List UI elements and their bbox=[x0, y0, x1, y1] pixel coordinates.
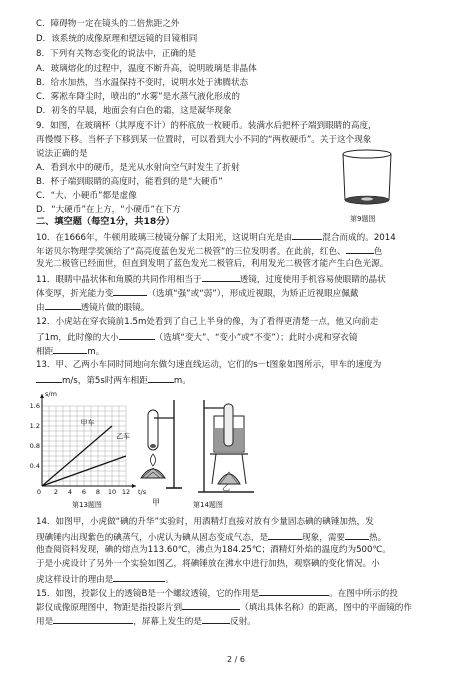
question-stem: 发光二极管已经面世，但直到发明了蓝色发光二极管后，利用发光二极管才能产生白色光源。 bbox=[36, 259, 389, 269]
question-stem: 。在图中所示的投 bbox=[329, 589, 398, 599]
option-b bbox=[36, 77, 248, 89]
x-tick-label: 2 bbox=[53, 488, 59, 496]
x-tick-label: 10 bbox=[107, 488, 117, 496]
question-14-cont bbox=[36, 530, 386, 544]
answer-blank[interactable] bbox=[36, 373, 62, 383]
answer-blank[interactable] bbox=[202, 272, 240, 282]
question-stem: 色 bbox=[373, 247, 383, 257]
question-13-cont bbox=[36, 373, 191, 387]
y-tick-label: 1.2 bbox=[29, 422, 40, 430]
x-tick-label: 8 bbox=[95, 488, 101, 496]
x-tick-label: 6 bbox=[81, 488, 87, 496]
question-stem: （填出具体名称）的距离，图中的平面镜的作 bbox=[240, 603, 412, 613]
question-stem: 说法正确的是 bbox=[36, 149, 88, 159]
question-8 bbox=[36, 48, 196, 60]
y-axis-label: s/m bbox=[45, 390, 57, 398]
question-14-cont bbox=[36, 544, 391, 556]
answer-blank[interactable] bbox=[268, 530, 302, 540]
question-stem: 现碘锤内出现紫色的碘蒸气，小虎认为碘从固态变成气态，是 bbox=[36, 533, 269, 543]
section-heading bbox=[36, 216, 175, 228]
option-text: B．给水加热，当水温保持不变时，说明水处于沸腾状态 bbox=[36, 78, 249, 88]
question-stem: 他查阅资料发现，碘的熔点为113.60℃，沸点为184.25℃；酒精灯外焰的温度约为500℃。 bbox=[36, 545, 391, 555]
x-axis-label: t/s bbox=[138, 488, 147, 496]
question-11-cont bbox=[36, 300, 149, 314]
question-stem: 9．如图，在玻璃杯（其厚度不计）的杯底放一枚硬币。装满水后把杯子端到眼睛的高度， bbox=[36, 121, 377, 131]
question-stem: 影仪成像原理图中，物距是指投影片到 bbox=[36, 603, 183, 613]
figure-14-jia-apparatus bbox=[136, 396, 184, 496]
question-11 bbox=[36, 272, 386, 286]
question-stem: 年诺贝尔物理学奖颁给了“高亮度蓝色发光二极管”的三位发明者。在此前，红色、 bbox=[36, 247, 346, 257]
answer-blank[interactable] bbox=[202, 614, 230, 624]
question-stem: （选填“变大”、“变小”或“不变”）；此时小虎和穿衣镜 bbox=[154, 333, 358, 343]
question-stem: 现象，需要 bbox=[302, 533, 346, 543]
coin-icon bbox=[361, 197, 373, 200]
option-text: B．杯子端到眼睛的高度时，能看到的是“大硬币” bbox=[36, 177, 223, 187]
figure-14-jia-label: 甲 bbox=[152, 498, 160, 507]
option-c bbox=[36, 190, 137, 202]
option-c bbox=[36, 91, 240, 103]
series-label: 甲车 bbox=[80, 419, 95, 427]
y-tick-label: 0.4 bbox=[29, 462, 40, 470]
answer-blank[interactable] bbox=[119, 330, 155, 340]
option-text: C．“大、小硬币”都是虚像 bbox=[36, 191, 137, 201]
question-stem: 体变厚，折光能力变 bbox=[36, 289, 114, 299]
question-14-cont bbox=[36, 572, 174, 586]
option-a bbox=[36, 63, 257, 75]
option-text: A．看到水中的硬币，是光从水射向空气时发生了折射 bbox=[36, 163, 240, 173]
answer-blank[interactable] bbox=[53, 344, 87, 354]
x-tick-label: 12 bbox=[121, 488, 131, 496]
question-12 bbox=[36, 316, 378, 328]
option-text: C．雾凇车降尘时，喷出的“水雾”是水蒸气液化形成的 bbox=[36, 92, 240, 102]
option-text: D．该系统的成像原理和望远镜的目镜相同 bbox=[36, 34, 198, 44]
option-d bbox=[36, 204, 181, 216]
question-stem: 混合而成的。2014 bbox=[322, 233, 396, 243]
page-number: 2 / 6 bbox=[227, 655, 245, 664]
option-b bbox=[36, 176, 223, 188]
option-text: A．玻璃熔化的过程中，温度不断升高，说明玻璃是非晶体 bbox=[36, 64, 257, 74]
answer-blank[interactable] bbox=[113, 286, 147, 296]
question-stem: 8．下列有关物态变化的说法中，正确的是 bbox=[36, 49, 197, 59]
figure-9-caption: 第9题图 bbox=[350, 215, 376, 223]
section-title: 二、填空题（每空1分，共18分） bbox=[36, 216, 175, 227]
question-10-cont bbox=[36, 258, 388, 270]
question-9-cont bbox=[36, 134, 371, 146]
question-stem: 了1m，此时像的大小 bbox=[36, 333, 119, 343]
question-12-cont bbox=[36, 344, 104, 358]
question-stem: （选填“强”或“弱”），形成近视眼，为矫正近视眼应佩戴 bbox=[147, 289, 359, 299]
answer-blank[interactable] bbox=[182, 600, 240, 610]
figure-14-yi-label: 乙 bbox=[222, 483, 230, 492]
option-text: C．障碍物一定在镜头的二倍焦距之外 bbox=[36, 19, 180, 29]
text-line bbox=[36, 33, 197, 45]
question-stem: 15．如图，投影仪上的透镜B是一个螺纹透镜，它的作用是 bbox=[36, 589, 260, 599]
question-stem: 由 bbox=[36, 303, 45, 313]
figure-13-caption: 第13题图 bbox=[72, 501, 102, 509]
text-line bbox=[36, 18, 180, 30]
question-15-cont bbox=[36, 614, 256, 628]
question-12-cont bbox=[36, 330, 357, 344]
question-stem: 反射。 bbox=[229, 617, 256, 627]
iodine-tube-icon bbox=[224, 404, 233, 446]
alcohol-lamp-icon bbox=[141, 469, 165, 478]
question-stem: m。 bbox=[173, 376, 191, 386]
question-stem: 10．在1666年，牛顿用玻璃三棱镜分解了太阳光，这说明白光是由 bbox=[36, 233, 293, 243]
figure-14-caption: 第14题图 bbox=[193, 501, 223, 509]
question-9 bbox=[36, 120, 377, 132]
question-stem: 14．如图甲，小虎做“碘的升华”实验时，用酒精灯直接对放有少量固态碘的碘锤加热，发 bbox=[36, 517, 374, 527]
answer-blank[interactable] bbox=[113, 572, 165, 582]
question-15-cont bbox=[36, 600, 412, 614]
flame-icon bbox=[151, 454, 156, 466]
question-stem: 再慢慢下移。当杯子下移到某一位置时，可以看到大小不同的“两枚硬币”。关于这个现象 bbox=[36, 135, 372, 145]
y-tick-label: 1.6 bbox=[29, 402, 40, 410]
question-stem: 相距 bbox=[36, 347, 54, 357]
question-10-cont bbox=[36, 244, 382, 258]
option-a bbox=[36, 162, 240, 174]
question-stem: ，屏幕上发生的是 bbox=[133, 617, 202, 627]
answer-blank[interactable] bbox=[53, 614, 133, 624]
answer-blank[interactable] bbox=[345, 530, 369, 540]
option-text: D．“大硬币”在上方，“小硬币”在下方 bbox=[36, 205, 181, 215]
question-15 bbox=[36, 586, 398, 600]
y-tick-label: 0.8 bbox=[29, 442, 40, 450]
question-stem: 于是小虎设计了另外一个实验如图乙，将碘锤放在沸水中进行加热，观察碘的变化情况。小 bbox=[36, 559, 380, 569]
answer-blank[interactable] bbox=[346, 244, 374, 254]
question-stem: 12．小虎站在穿衣镜前1.5m处看到了自己上半身的像，为了看得更清楚一点，他又向前走 bbox=[36, 317, 379, 327]
question-stem: 虎这样设计的理由是 bbox=[36, 575, 114, 585]
y-axis-arrow bbox=[40, 394, 44, 398]
question-14-cont bbox=[36, 558, 380, 570]
question-10 bbox=[36, 230, 396, 244]
question-13 bbox=[36, 359, 381, 371]
question-stem: 。 bbox=[165, 575, 174, 585]
answer-blank[interactable] bbox=[292, 230, 322, 240]
answer-blank[interactable] bbox=[45, 300, 81, 310]
question-stem: 透镜，过度使用手机容易使眼睛的晶状 bbox=[239, 275, 386, 285]
question-stem: 热。 bbox=[369, 533, 387, 543]
question-stem: 11．眼睛中晶状体和角膜的共同作用相当于 bbox=[36, 275, 202, 285]
question-11-cont bbox=[36, 286, 359, 300]
series-label: 乙车 bbox=[116, 432, 131, 441]
x-tick-label: 0 bbox=[36, 488, 42, 496]
option-d bbox=[36, 105, 232, 117]
question-stem: 用是 bbox=[36, 617, 54, 627]
question-stem: m。 bbox=[87, 347, 105, 357]
question-stem: m/s，第5s时两车相距 bbox=[62, 376, 148, 386]
question-9-cont bbox=[36, 148, 88, 160]
question-14 bbox=[36, 516, 374, 528]
x-tick-label: 4 bbox=[67, 488, 73, 496]
question-stem: 13．甲、乙两小车同时同地向东做匀速直线运动，它们的s－t图象如图所示，甲车的速度为 bbox=[36, 360, 382, 370]
question-stem: 透镜片做的眼镜。 bbox=[80, 303, 150, 313]
answer-blank[interactable] bbox=[259, 586, 329, 596]
option-text: D．初冬的早晨，地面会有白色的霜，这是凝华现象 bbox=[36, 106, 232, 116]
answer-blank[interactable] bbox=[148, 373, 174, 383]
figure-9-glass bbox=[338, 148, 396, 212]
